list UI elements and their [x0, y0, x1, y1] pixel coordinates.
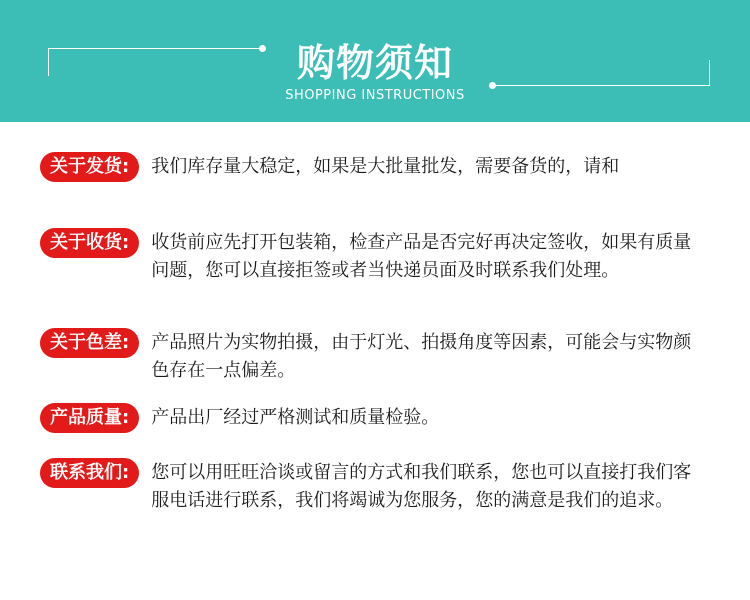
notice-text-contact: 您可以用旺旺洽谈或留言的方式和我们联系，您也可以直接打我们客服电话进行联系，我们将竭诚为您服务，您的满意是我们的追求。: [151, 462, 692, 511]
notice-text-quality: 产品出厂经过严格测试和质量检验。: [151, 407, 440, 428]
notice-label-quality: 产品质量:: [40, 403, 139, 433]
header-banner: [0, 0, 750, 122]
page-subtitle: SHOPPING INSTRUCTIONS: [285, 88, 465, 103]
page-title: 购物须知: [296, 41, 453, 85]
notice-text-shipping: 我们库存量大稳定，如果是大批量批发，需要备货的，请和: [151, 156, 620, 177]
notice-label-contact: 联系我们:: [40, 458, 139, 488]
notice-label-shipping: 关于发货:: [40, 152, 139, 182]
notice-quality: [40, 403, 720, 433]
notice-receiving: [40, 228, 720, 285]
notice-label-receiving: 关于收货:: [40, 228, 139, 258]
notice-label-color-difference: 关于色差:: [40, 328, 139, 358]
notice-shipping: [40, 152, 720, 182]
notice-contact: [40, 458, 720, 515]
notice-color-difference: [40, 328, 720, 385]
notice-text-color-difference: 产品照片为实物拍摄，由于灯光、拍摄角度等因素，可能会与实物颜色存在一点偏差。: [151, 332, 692, 381]
notice-text-receiving: 收货前应先打开包装箱，检查产品是否完好再决定签收，如果有质量问题，您可以直接拒签或者当快递员面及时联系我们处理。: [151, 232, 692, 281]
